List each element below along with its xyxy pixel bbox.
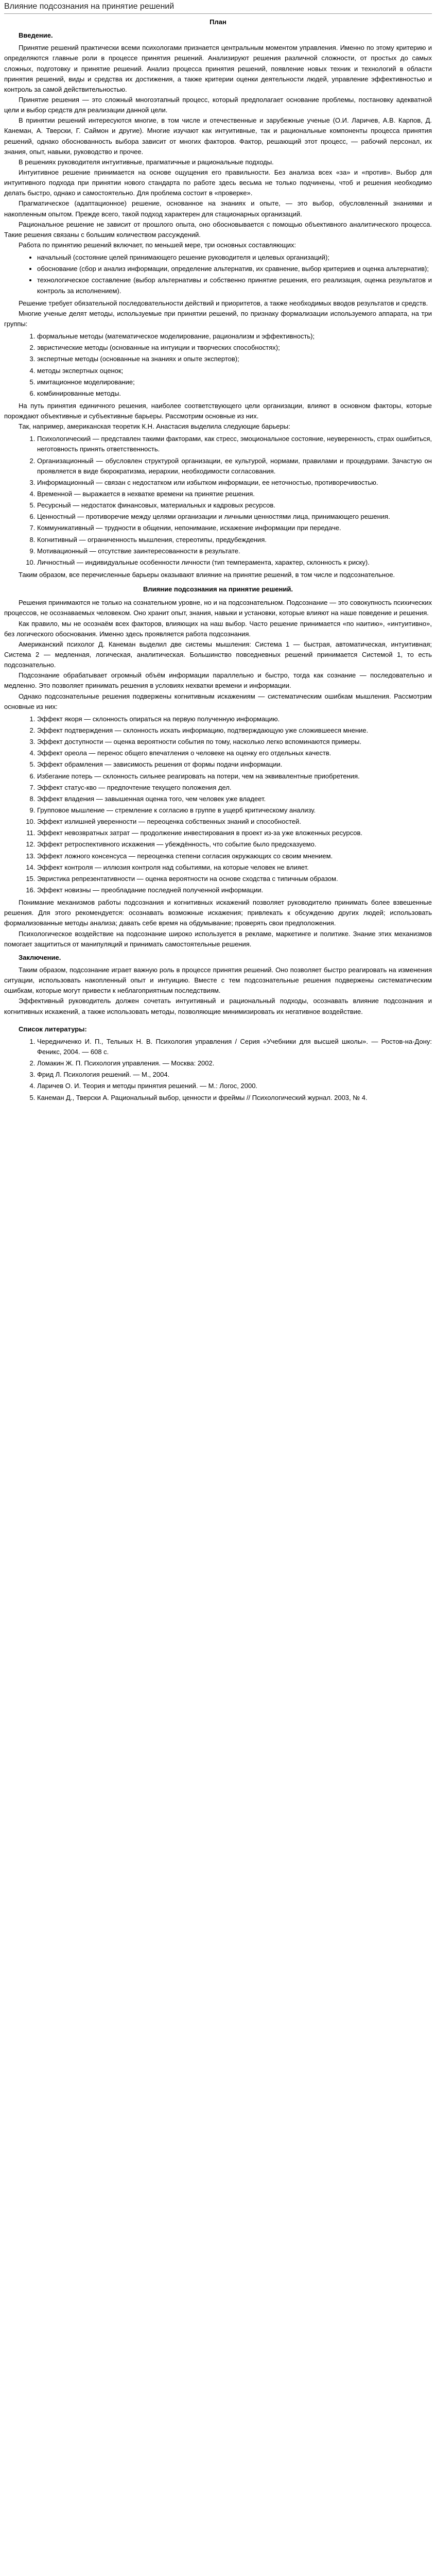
paragraph: Рациональное решение не зависит от прошлого опыта, оно обосновывается с помощью объективного аналитического процесса. Такие решения связаны с большим количеством рассуждений. — [4, 220, 432, 239]
paragraph: Принятие решения — это сложный многоэтапный процесс, который предполагает основание проблемы, постановку адекватной цели и выбор средств для реализации данной цели. — [4, 95, 432, 114]
paragraph: Решение требует обязательной последовательности действий и приоритетов, а также необходимых вводов результатов и средств. — [19, 299, 428, 307]
paragraph: Прагматическое (адаптационное) решение, основанное на знаниях и опыте, — это выбор, обусловленный знаниями и накопленным опытом. Прежде всего, такой подход характерен для стационарных организаций. — [4, 199, 432, 218]
list-item: 11. Эффект невозвратных затрат — продолжение инвестирования в проект из-за уже вложенных ресурсов. — [37, 828, 432, 838]
biases-list — [4, 714, 432, 895]
list-item: 13. Эффект ложного консенсуса — переоценка степени согласия окружающих со своим мнением. — [37, 851, 432, 861]
list-item: 12. Эффект ретроспективного искажения — убеждённость, что событие было предсказуемо. — [37, 839, 432, 850]
list-item: 1. формальные методы (математическое моделирование, рационализм и эффективность); — [37, 331, 432, 342]
list-item: 4. Эффект ореола — перенос общего впечатления о человеке на оценку его отдельных качеств. — [37, 748, 432, 758]
paragraph: Однако подсознательные решения подвержены когнитивным искажениям — систематическим ошибкам мышления. Рассмотрим основные из них: — [4, 692, 432, 710]
methods-list — [4, 331, 432, 399]
conclusion-title: Заключение. — [19, 953, 61, 961]
paragraph: В принятии решений интересуются многие, в том числе и отечественные и зарубежные ученые (О.И. Ларичев, А.В. Карпов, Д. Канеман, А. Тверски, Г. Саймон и другие). Многие изучают как интуитивные, так и рациональные компоненты процесса принятия решений, однако обоснованность выбора зависит от многих факторов. Фактор, решающий этот процесс, — рабочий персонал, их знания, опыт, навыки, руководство и прочее. — [4, 116, 432, 156]
list-item: 6. Избегание потерь — склонность сильнее реагировать на потери, чем на эквивалентные приобретения. — [37, 771, 432, 782]
list-item: • технологическое составление (выбор альтернативы и собственно принятие решения, его реализация, оценка результатов и контроль за исполнением). — [37, 275, 432, 296]
list-item: 10. Личностный — индивидуальные особенности личности (тип темперамента, характер, склонность к риску). — [37, 557, 432, 568]
reference-item: 3. Фрид Л. Психология решений. — М., 2004. — [37, 1070, 432, 1080]
paragraph: Понимание механизмов работы подсознания и когнитивных искажений позволяет руководителю принимать более взвешенные решения. Для этого рекомендуется: осознавать возможные искажения; привлекать к обсуждению других людей; использовать формализованные методы анализа; давать себе время на обдумывание; проверять свои предположения. — [4, 899, 432, 927]
paragraph: Психологическое воздействие на подсознание широко используется в рекламе, маркетинге и политике. Знание этих механизмов помогает защититься от манипуляций и принимать самостоятельные решения. — [4, 929, 432, 948]
paragraph: Работа по принятию решений включает, по меньшей мере, три основных составляющих: — [19, 241, 297, 249]
barriers-list — [4, 434, 432, 568]
paragraph: Как правило, мы не осознаём всех факторов, влияющих на наш выбор. Часто решение принимается «по наитию», «интуитивно», без логического обоснования. Именно здесь проявляется работа подсознания. — [4, 619, 432, 638]
paragraph: Эффективный руководитель должен сочетать интуитивный и рациональный подходы, осознавать влияние подсознания и когнитивных искажений, а также использовать методы, позволяющие минимизировать их негативное воздействие. — [4, 997, 432, 1015]
page — [0, 0, 436, 1115]
reference-item: 2. Ломакин Ж. П. Психология управления. — Москва: 2002. — [37, 1058, 432, 1069]
section-title: Влияние подсознания на принятие решений. — [143, 585, 293, 594]
list-item: 16. Эффект новизны — преобладание последней полученной информации. — [37, 885, 432, 895]
list-item: 15. Эвристика репрезентативности — оценка вероятности на основе сходства с типичным образом. — [37, 874, 432, 884]
intro-list — [4, 252, 432, 296]
list-item: 1. Психологический — представлен такими факторами, как стресс, эмоциональное состояние, неуверенность, страх ошибиться, неготовность принять ответственность. — [37, 434, 432, 454]
list-item: 6. комбинированные методы. — [37, 388, 432, 399]
list-item: 9. Групповое мышление — стремление к согласию в группе в ущерб критическому анализу. — [37, 805, 432, 816]
list-item: 6. Ценностный — противоречие между целями организации и личными ценностями лица, принимающего решения. — [37, 512, 432, 522]
paragraph: Подсознание обрабатывает огромный объём информации параллельно и быстро, тогда как сознание — последовательно и медленно. Это позволяет принимать решения в условиях нехватки времени и информации. — [4, 671, 432, 690]
intro-title: Введение. — [19, 31, 53, 40]
list-item: 3. Информационный — связан с недостатком или избытком информации, ее неточностью, противоречивостью. — [37, 478, 432, 488]
section-2 — [4, 598, 432, 950]
paragraph: Решения принимаются не только на сознательном уровне, но и на подсознательном. Подсознание — это совокупность психических процессов, не осознаваемых человеком. Оно хранит опыт, знания, навыки и установки, которые влияют на наше поведение и решения. — [4, 599, 432, 617]
page-title: Влияние подсознания на принятие решений — [4, 2, 432, 14]
list-item: 10. Эффект излишней уверенности — переоценка собственных знаний и способностей. — [37, 817, 432, 827]
list-item: 1. Эффект якоря — склонность опираться на первую полученную информацию. — [37, 714, 432, 724]
list-item: 9. Мотивационный — отсутствие заинтересованности в результате. — [37, 546, 432, 556]
list-item: 4. методы экспертных оценок; — [37, 366, 432, 376]
list-item: 2. Эффект подтверждения — склонность искать информацию, подтверждающую уже сложившееся мнение. — [37, 725, 432, 736]
list-item: 5. Эффект обрамления — зависимость решения от формы подачи информации. — [37, 759, 432, 770]
list-item: 14. Эффект контроля — иллюзия контроля над событиями, на которые человек не влияет. — [37, 862, 432, 873]
reference-item: 1. Чередниченко И. П., Тельных Н. В. Психология управления / Серия «Учебники для высшей школы». — Ростов-на-Дону: Феникс, 2004. — 608 с. — [37, 1037, 432, 1057]
paragraph: Таким образом, подсознание играет важную роль в процессе принятия решений. Оно позволяет быстро реагировать на изменения ситуации, использовать накопленный опыт и интуицию. Вместе с тем подсознательные решения подвержены систематическим ошибкам, которые могут привести к неблагоприятным последствиям. — [4, 965, 432, 995]
list-item: 3. Эффект доступности — оценка вероятности события по тому, насколько легко вспоминаются примеры. — [37, 737, 432, 747]
paragraph: Так, например, американская теоретик К.Н. Анастасия выделила следующие барьеры: — [19, 422, 290, 431]
list-item: 8. Когнитивный — ограниченность мышления, стереотипы, предубеждения. — [37, 535, 432, 545]
references-title: Список литературы: — [19, 1025, 87, 1033]
paragraph: Многие ученые делят методы, используемые при принятии решений, по признаку формализации используемого аппарата, на три группы: — [4, 309, 432, 328]
paragraph: На путь принятия единичного решения, наиболее соответствующего цели организации, влияют в основном факторы, которые порождают объективные и субъективные барьеры. Рассмотрим основные из них. — [4, 401, 432, 420]
paragraph: Принятие решений практически всеми психологами признается центральным моментом управления. Именно по этому критерию и определяются главные роли в процессе принятия решений. Анализируют решения различной сложности, от простых до самых сложных, подготовку и принятие решений. Анализ процесса принятия решений, появление новых техник и технологий в области принятия решений, виды и средства их достижения, а также критерии оценки деятельности людей, управление эффективностью и контроль за самой действительностью. — [4, 44, 432, 93]
list-item: • обоснование (сбор и анализ информации, определение альтернатив, их сравнение, выбор критериев и оценка альтернатив); — [37, 264, 432, 274]
list-item: 2. эвристические методы (основанные на интуиции и творческих способностях); — [37, 343, 432, 353]
list-item: 7. Эффект статус-кво — предпочтение текущего положения дел. — [37, 783, 432, 793]
list-item: 5. имитационное моделирование; — [37, 377, 432, 387]
paragraph: В решениях руководителя интуитивные, прагматичные и рациональные подходы. — [19, 158, 274, 166]
list-item: • начальный (состояние целей принимающего решение руководителя и целевых организаций); — [37, 252, 432, 263]
paragraph: Американский психолог Д. Канеман выделил две системы мышления: Система 1 — быстрая, автоматическая, интуитивная; Система 2 — медленная, логическая, аналитическая. Большинство повседневных решений принимается Системой 1, то есть подсознательно. — [4, 640, 432, 669]
list-item: 8. Эффект владения — завышенная оценка того, чем человек уже владеет. — [37, 794, 432, 804]
list-item: 3. экспертные методы (основанные на знаниях и опыте экспертов); — [37, 354, 432, 364]
references-list — [4, 1037, 432, 1103]
plan-title: План — [210, 18, 226, 26]
reference-item: 4. Ларичев О. И. Теория и методы принятия решений. — М.: Логос, 2000. — [37, 1081, 432, 1091]
paragraph: Таким образом, все перечисленные барьеры оказывают влияние на принятие решений, в том числе и подсознательное. — [19, 571, 395, 579]
reference-item: 5. Канеман Д., Тверски А. Рациональный выбор, ценности и фреймы // Психологический журнал. 2003, № 4. — [37, 1093, 432, 1103]
list-item: 5. Ресурсный — недостаток финансовых, материальных и кадровых ресурсов. — [37, 500, 432, 511]
list-item: 2. Организационный — обусловлен структурой организации, ее культурой, нормами, правилами и процедурами. Зачастую он проявляется в виде бюрократизма, иерархии, необходимости согласования. — [37, 456, 432, 477]
intro-section — [4, 43, 432, 580]
list-item: 7. Коммуникативный — трудности в общении, непонимание, искажение информации при передаче. — [37, 523, 432, 533]
list-item: 4. Временной — выражается в нехватке времени на принятие решения. — [37, 489, 432, 499]
document-body — [4, 17, 432, 1103]
paragraph: Интуитивное решение принимается на основе ощущения его правильности. Без анализа всех «за» и «против». Выбор для интуитивного подхода при принятии нового стандарта по работе здесь весьма не только подчинены, чтоб и решения необходимо делать быстро, однако и самостоятельно. Для проблема состоит в «проверке». — [4, 168, 432, 197]
conclusion-section — [4, 965, 432, 1017]
